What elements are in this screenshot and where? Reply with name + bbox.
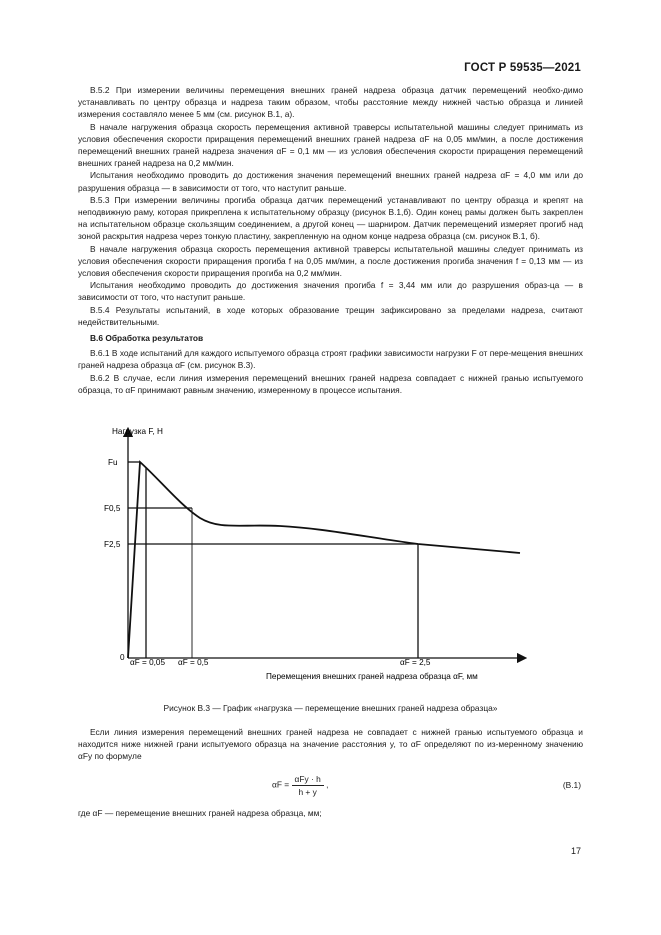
y-tick-fu: Fu xyxy=(108,458,118,467)
x-tick-25: αF = 2,5 xyxy=(400,658,431,667)
formula-denominator: h + y xyxy=(298,787,317,797)
paragraph: В начале нагружения образца скорость перемещения активной траверсы испытательной машины следует принимать из условия обеспечения скорости приращения перемещений внешних граней надреза αF на 0,05 мм/мин, а после достижения перемещений внешних граней надреза значения αF = 0,1 мм — из условия обеспечения скорости приращения перемещений внешних граней надреза на 0,2 мм/мин. xyxy=(78,121,583,169)
paragraph-b62: В.6.2 В случае, если линия измерения перемещений внешних граней надреза совпадает с нижней гранью испытуемого образца, то αF принимают равным значению, измеренному в процессе испытания. xyxy=(78,372,583,395)
paragraph-b52: В.5.2 При измерении величины перемещения внешних граней надреза образца датчик перемещений необхо-димо устанавливать по центру образца и надреза таким образом, чтобы расстояние между нижней частью образца и линией измерения составляло менее 5 мм (см. рисунок В.1, а). xyxy=(78,85,583,120)
paragraph-b53: В.5.3 При измерении величины прогиба образца датчик перемещений устанавливают по центру образца и крепят на неподвижную раму, которая прикреплена к испытательному образцу (рисунок В.1,б). Один конец рамы должен быть закреплен на испытательном образце скользящим соединением, а другой конец — шарниром. Датчик перемещений измеряет прогиб над зоной раскрытия надреза через тонкую пластину, закрепленную на одном конце надреза образца (см. рисунок В.1, б). xyxy=(78,194,583,242)
paragraph-b61: В.6.1 В ходе испытаний для каждого испытуемого образца строят графики зависимости нагрузки F от пере-мещения внешних граней надреза образца αF (см. рисунок В.3). xyxy=(78,348,583,371)
section-heading: В.6 Обработка результатов xyxy=(90,333,204,344)
y-tick-f05: F0,5 xyxy=(104,504,121,513)
formula-b1 xyxy=(272,774,328,797)
page-number: 17 xyxy=(570,846,581,856)
formula-lhs: αF = xyxy=(272,779,290,790)
paragraph-after-figure xyxy=(78,726,583,763)
paragraph: Испытания необходимо проводить до достижения значения перемещений внешних граней надреза αF = 4,0 мм или до разрушения образца — в зависимости от того, что наступит раньше. xyxy=(78,170,583,193)
formula-fraction xyxy=(292,774,324,797)
document-code: ГОСТ Р 59535—2021 xyxy=(464,62,581,74)
formula-tail: , xyxy=(326,779,329,790)
body-text xyxy=(78,84,583,396)
x-axis-label: Перемещения внешних граней надреза образца αF, мм xyxy=(266,672,478,681)
figure-caption: Рисунок В.3 — График «нагрузка — перемещение внешних граней надреза образца» xyxy=(163,703,498,713)
load-curve xyxy=(128,462,520,658)
paragraph: Испытания необходимо проводить до достижения значения прогиба f = 3,44 мм или до разрушения образ-ца — в зависимости от того, что наступит раньше. xyxy=(78,280,583,303)
load-displacement-chart xyxy=(100,420,530,685)
paragraph: В начале нагружения образца скорость перемещения активной траверсы испытательной машины следует принимать из условия обеспечения скорости приращения прогиба f на 0,05 мм/мин, а после достижения прогиба значения f = 0,13 мм — из условия обеспечения скорости приращения прогиба на 0,2 мм/мин. xyxy=(78,243,583,279)
origin-label: 0 xyxy=(120,653,125,662)
x-tick-05: αF = 0,5 xyxy=(178,658,209,667)
y-axis-label: Нагрузка F, Н xyxy=(112,427,163,436)
formula-numerator: αFy · h xyxy=(292,774,324,786)
paragraph-b54: В.5.4 Результаты испытаний, в ходе которых образование трещин зафиксировано за пределами надреза, считают недействительными. xyxy=(78,304,583,327)
paragraph: Если линия измерения перемещений внешних граней надреза не совпадает с нижней гранью испытуемого образца и находится ниже нижней грани испытуемого образца на значение расстояния y, то αF определяют по из-меренному значению αFy по формуле xyxy=(78,727,583,762)
where-clause: где αF — перемещение внешних граней надреза образца, мм; xyxy=(78,808,322,818)
y-tick-f25: F2,5 xyxy=(104,540,121,549)
equation-number: (В.1) xyxy=(562,780,581,790)
x-tick-005: αF = 0,05 xyxy=(130,658,166,667)
